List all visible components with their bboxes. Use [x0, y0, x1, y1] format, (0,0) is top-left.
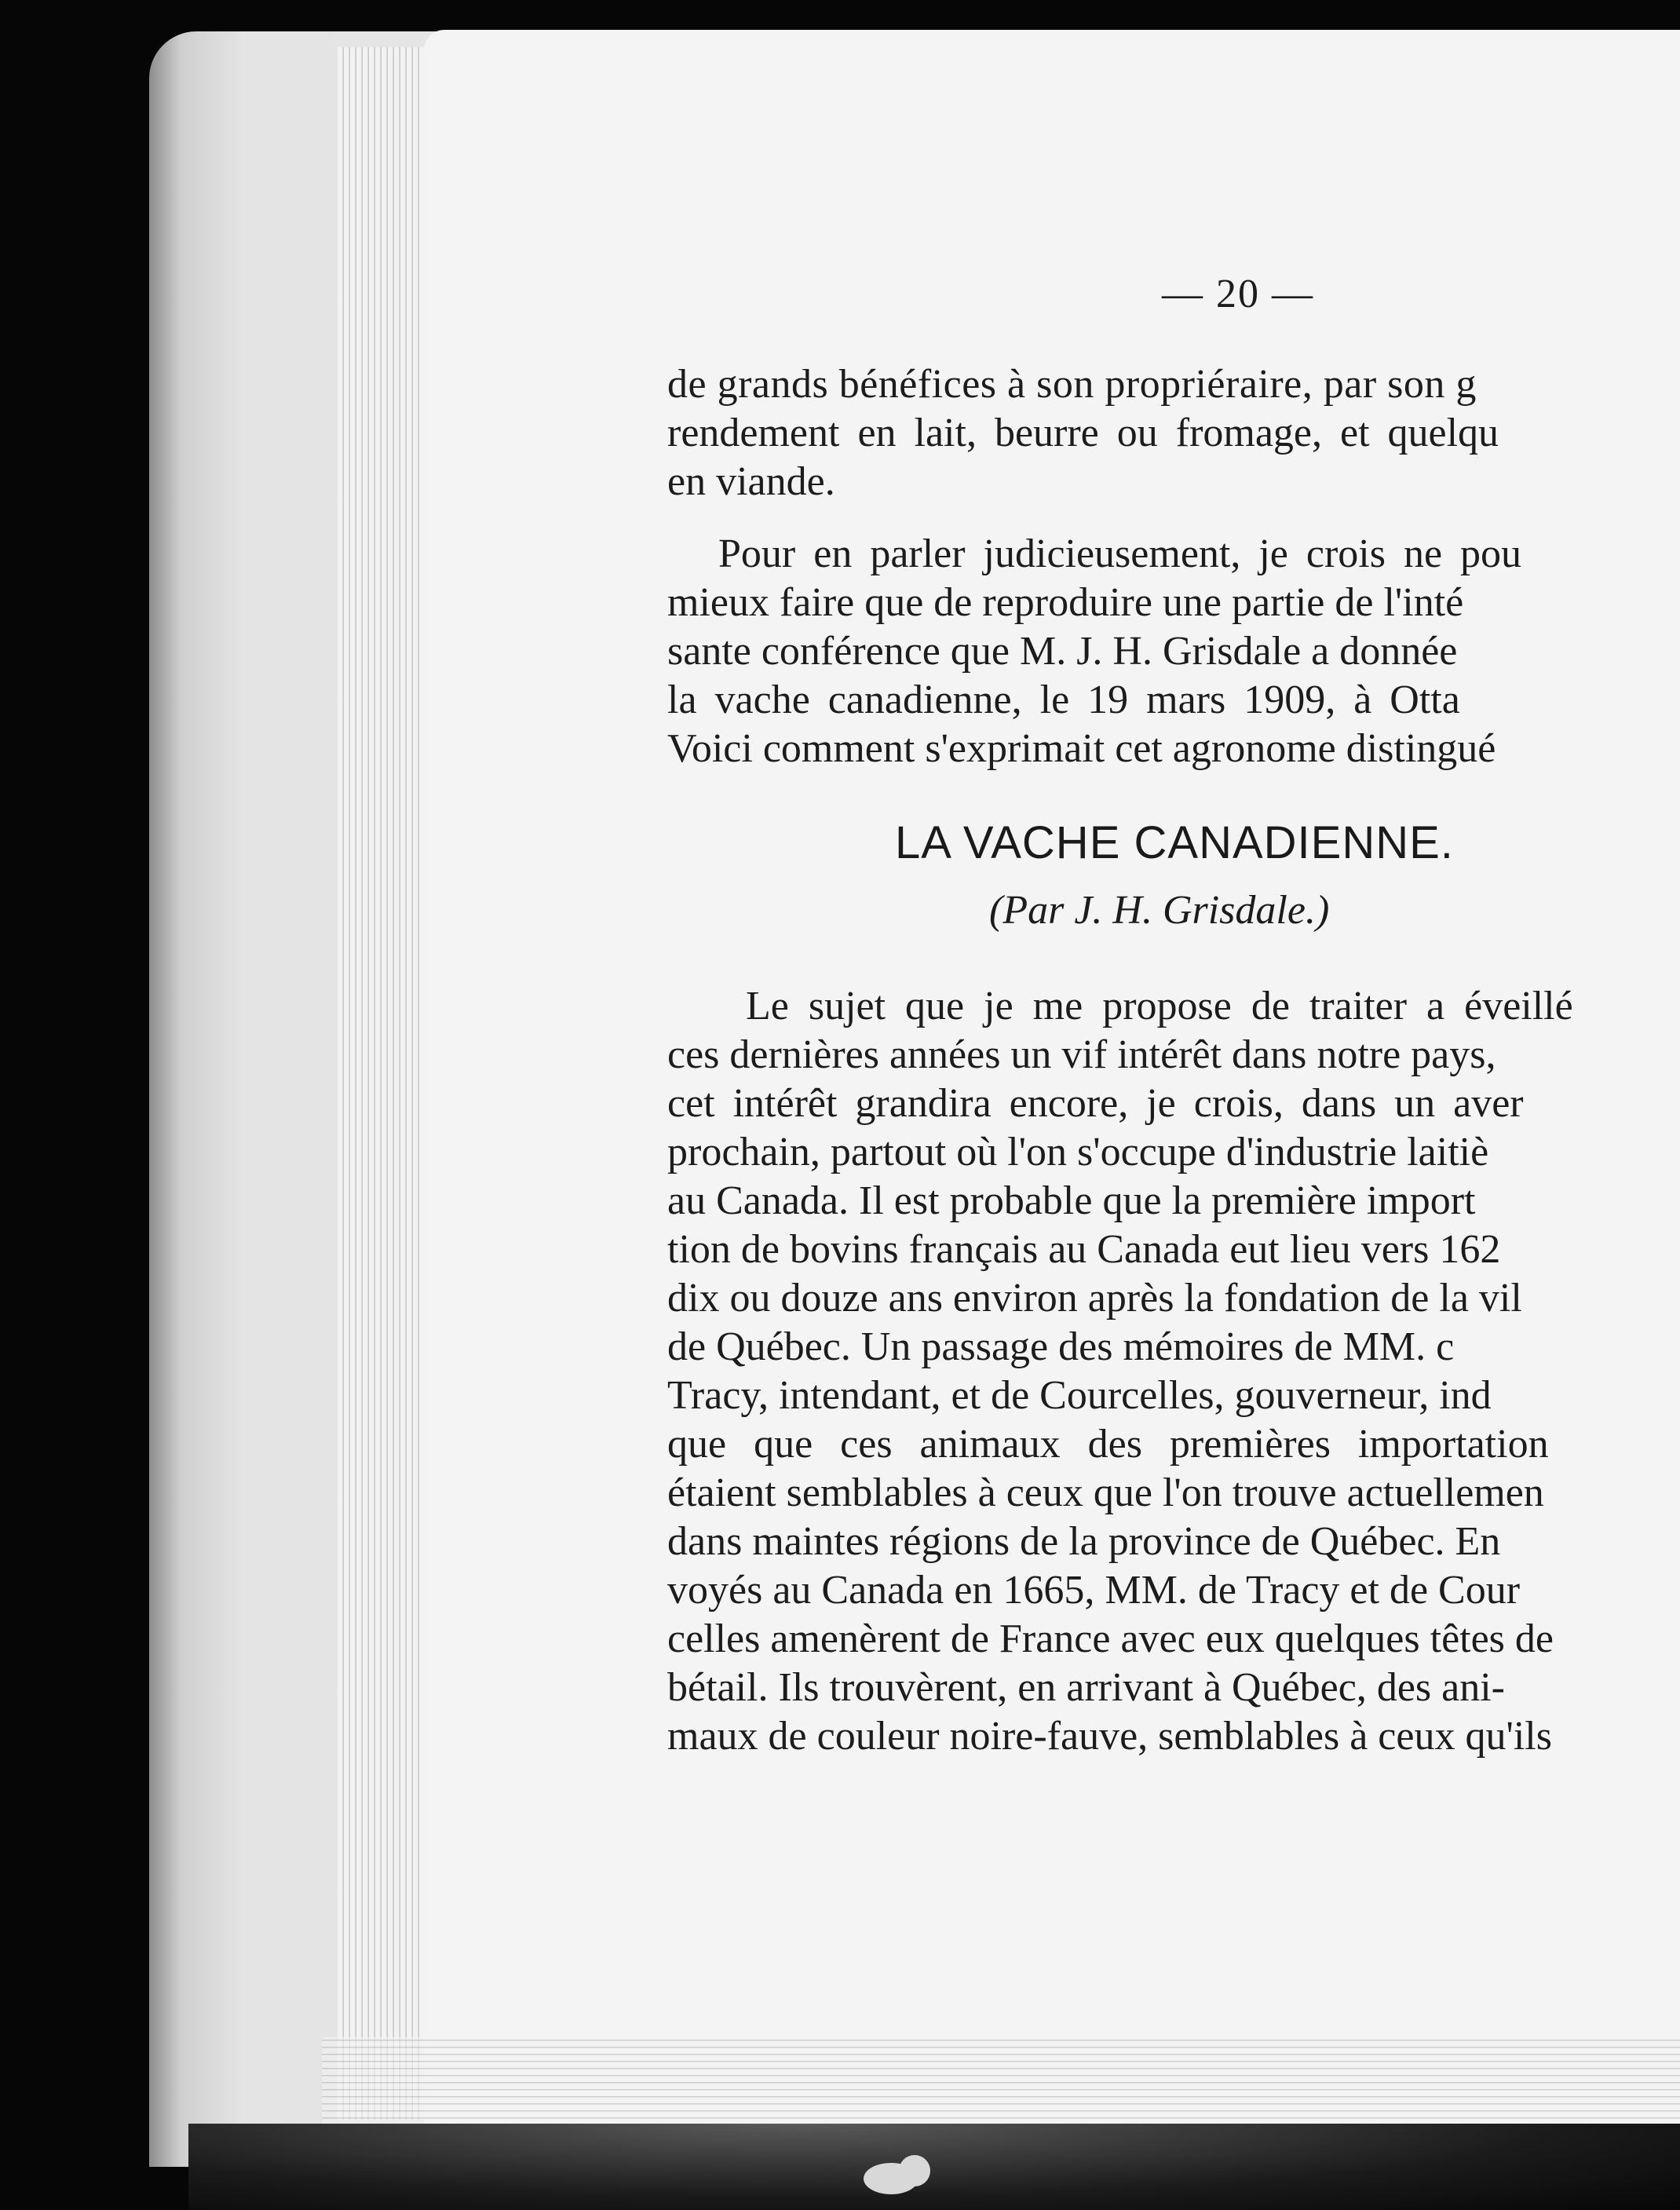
page-number: — 20 —	[1162, 272, 1314, 316]
text-line: bétail. Ils trouvèrent, en arrivant à Québec, des ani-	[667, 1665, 1505, 1710]
text-line: celles amenèrent de France avec eux quelques têtes de	[667, 1616, 1554, 1661]
text-line: en viande.	[667, 459, 835, 504]
text-line: dans maintes régions de la province de Québec. En	[667, 1519, 1501, 1564]
text-line: cet intérêt grandira encore, je crois, dans un aver	[667, 1081, 1524, 1126]
text-line: Voici comment s'exprimait cet agronome distingué	[667, 726, 1496, 771]
section-byline: (Par J. H. Grisdale.)	[989, 888, 1330, 933]
text-line: rendement en lait, beurre ou fromage, et quelqu	[667, 411, 1499, 455]
text-line: que que ces animaux des premières importation	[667, 1422, 1549, 1467]
text-line: de Québec. Un passage des mémoires de MM. c	[667, 1324, 1455, 1369]
book-bottom-shadow	[188, 2124, 1680, 2210]
text-line: sante conférence que M. J. H. Grisdale a donnée	[667, 629, 1458, 674]
text-line: dix ou douze ans environ après la fondation de la vil	[667, 1276, 1522, 1321]
scan-blot	[899, 2155, 930, 2186]
text-line: la vache canadienne, le 19 mars 1909, à Otta	[667, 678, 1460, 722]
text-line: au Canada. Il est probable que la première import	[667, 1178, 1476, 1223]
text-line: Le sujet que je me propose de traiter a éveillé	[746, 984, 1573, 1028]
text-line: Pour en parler judicieusement, je crois ne pou	[718, 531, 1522, 576]
text-line: Tracy, intendant, et de Courcelles, gouverneur, ind	[667, 1373, 1492, 1418]
section-heading: LA VACHE CANADIENNE.	[895, 817, 1454, 868]
text-line: de grands bénéfices à son propriéraire, par son g	[667, 362, 1477, 407]
text-line: ces dernières années un vif intérêt dans notre pays,	[667, 1032, 1496, 1077]
text-line: prochain, partout où l'on s'occupe d'industrie laitiè	[667, 1130, 1489, 1174]
text-line: maux de couleur noire-fauve, semblables à ceux qu'ils	[667, 1714, 1552, 1759]
text-line: voyés au Canada en 1665, MM. de Tracy et de Cour	[667, 1568, 1521, 1613]
text-line: tion de bovins français au Canada eut lieu vers 162	[667, 1227, 1501, 1272]
text-line: mieux faire que de reproduire une partie de l'inté	[667, 580, 1464, 625]
book-page-edges	[338, 47, 424, 2120]
book-bottom-edges	[322, 2037, 1680, 2131]
text-line: étaient semblables à ceux que l'on trouve actuellemen	[667, 1470, 1544, 1515]
